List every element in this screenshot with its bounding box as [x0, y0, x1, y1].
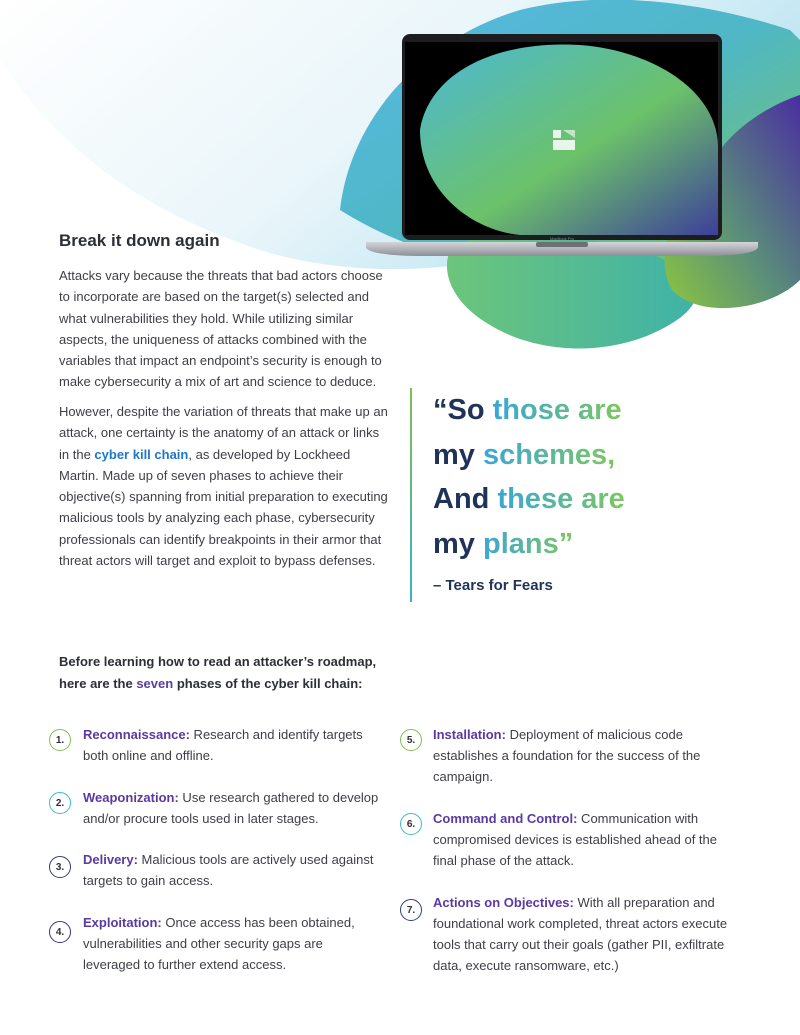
quote-divider	[410, 388, 412, 602]
phase-7-badge: 7.	[400, 899, 422, 921]
phase-6-text	[433, 808, 728, 871]
phase-4-text	[83, 912, 368, 975]
phase-1-badge: 1.	[49, 729, 71, 751]
quote-text: And	[433, 483, 498, 515]
kill-chain-paragraph	[59, 401, 389, 571]
phase-3-badge: 3.	[49, 856, 71, 878]
phase-title: Reconnaissance:	[83, 727, 190, 742]
quote-text: “So	[433, 394, 493, 426]
phase-5-badge: 5.	[400, 729, 422, 751]
intro-text: Before learning how to read an attacker’s roadmap,	[59, 654, 377, 669]
phase-4-badge: 4.	[49, 921, 71, 943]
quote-highlight: these are	[497, 483, 625, 515]
phase-title: Command and Control:	[433, 811, 578, 826]
section-title: Break it down again	[59, 231, 220, 250]
phase-description: With all preparation and foundational work completed, threat actors execute tools that carry out their goals (gather PII, exfiltrate data, execute ransomware, etc.)	[433, 895, 728, 973]
intro-paragraph: Attacks vary because the threats that bad actors choose to incorporate are based on the target(s) selected and what vulnerabilities they hold. While utilizing similar aspects, the uniqueness of attacks combined with the variables that impact an endpoint’s security is enough to make cybersecurity a mix of art and science to deduce.	[59, 268, 383, 390]
phase-title: Delivery:	[83, 852, 138, 867]
cyber-kill-chain-link[interactable]: cyber kill chain	[94, 446, 189, 462]
phase-description: Research and identify targets both online and offline.	[83, 727, 363, 763]
quote-text: my	[433, 438, 483, 471]
phase-2-badge: 2.	[49, 792, 71, 814]
intro-text: phases of the cyber kill chain:	[173, 675, 363, 691]
phase-title: Installation:	[433, 727, 506, 742]
phase-6-badge: 6.	[400, 813, 422, 835]
phase-title: Actions on Objectives:	[433, 895, 574, 910]
phase-description: Malicious tools are actively used against targets to gain access.	[83, 852, 374, 888]
phase-description: Once access has been obtained, vulnerabilities and other security gaps are leveraged to further extend access.	[83, 915, 355, 972]
phase-description: Communication with compromised devices is established ahead of the final phase of the attack.	[433, 811, 717, 868]
pull-quote	[433, 388, 793, 566]
seven-highlight: seven	[136, 675, 174, 691]
paragraph-text: However, despite the variation of threats that make up an attack, one certainty is the anatomy of an attack or links in the	[59, 404, 388, 462]
quote-attribution: – Tears for Fears	[433, 577, 553, 594]
phase-description: Use research gathered to develop and/or procure tools used in later stages.	[83, 790, 379, 826]
quote-highlight: those are	[492, 394, 622, 426]
phase-3-text	[83, 849, 383, 891]
phase-description: Deployment of malicious code establishes a foundation for the success of the campaign.	[433, 727, 701, 784]
phase-5-text	[433, 724, 723, 787]
svg-text:MacBook Pro: MacBook Pro	[549, 236, 575, 241]
phase-7-text	[433, 892, 733, 976]
phase-title: Weaponization:	[83, 790, 179, 805]
paragraph-text: , as developed by Lockheed Martin. Made up of seven phases to achieve their objective(s) spanning from initial preparation to executing malicious tools by analyzing each phase, cybersecurity professionals can identify breakpoints in their armor that threat actors will target and exploit to bypass defenses.	[59, 446, 388, 569]
quote-highlight: schemes,	[482, 438, 616, 471]
quote-text: my	[433, 527, 483, 560]
intro-text: here are the	[59, 675, 137, 691]
phase-2-text	[83, 787, 383, 829]
phase-1-text	[83, 724, 373, 766]
quote-highlight: plans”	[482, 527, 574, 560]
phase-title: Exploitation:	[83, 915, 162, 930]
phases-intro	[59, 651, 419, 694]
